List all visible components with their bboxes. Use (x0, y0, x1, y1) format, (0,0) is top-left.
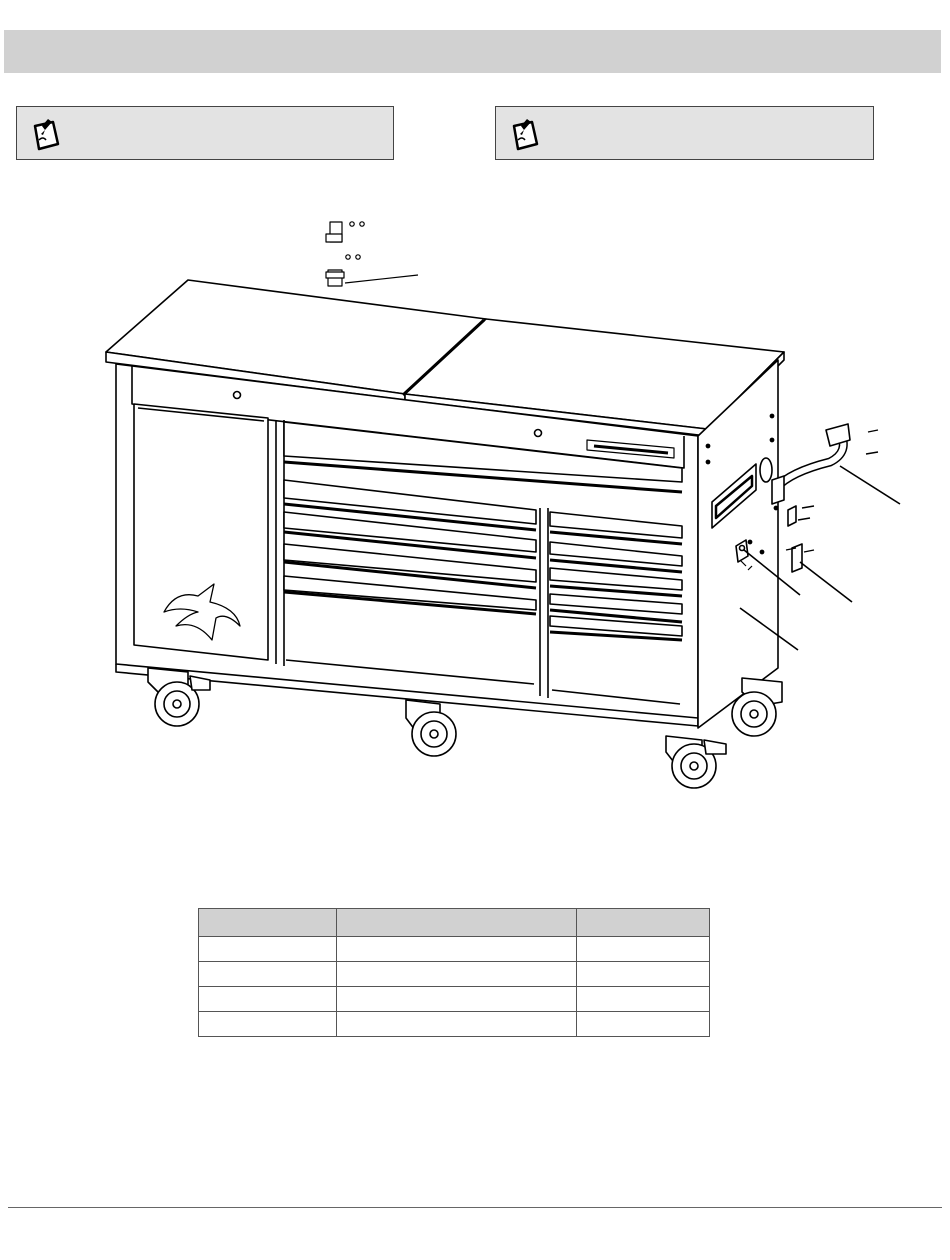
table-cell (577, 1012, 710, 1037)
caster-front-right (666, 736, 726, 788)
note-box-right (495, 106, 874, 160)
table-cell (577, 962, 710, 987)
tool-cabinet-assembly-diagram (0, 190, 950, 810)
parts-table (198, 908, 710, 1037)
table-cell (577, 937, 710, 962)
note-box-left (16, 106, 394, 160)
table-cell (199, 962, 337, 987)
table-cell (336, 962, 577, 987)
note-pencil-icon (508, 116, 542, 152)
table-row (199, 937, 710, 962)
side-handle (772, 424, 900, 526)
table-cell (199, 987, 337, 1012)
caster-front-left (148, 668, 210, 726)
caster-front-middle (406, 700, 456, 756)
table-row (199, 962, 710, 987)
table-header-cell (336, 909, 577, 937)
bracket-hardware-top (326, 222, 418, 286)
table-cell (336, 987, 577, 1012)
table-cell (199, 937, 337, 962)
side-bracket-hardware (786, 544, 852, 602)
table-row (199, 987, 710, 1012)
table-header-row (199, 909, 710, 937)
table-cell (577, 987, 710, 1012)
note-pencil-icon (29, 116, 63, 152)
table-header-cell (199, 909, 337, 937)
table-row (199, 1012, 710, 1037)
table-header-cell (577, 909, 710, 937)
footer-divider (8, 1207, 942, 1208)
table-cell (336, 1012, 577, 1037)
table-cell (199, 1012, 337, 1037)
section-title-bar (4, 30, 941, 73)
table-cell (336, 937, 577, 962)
